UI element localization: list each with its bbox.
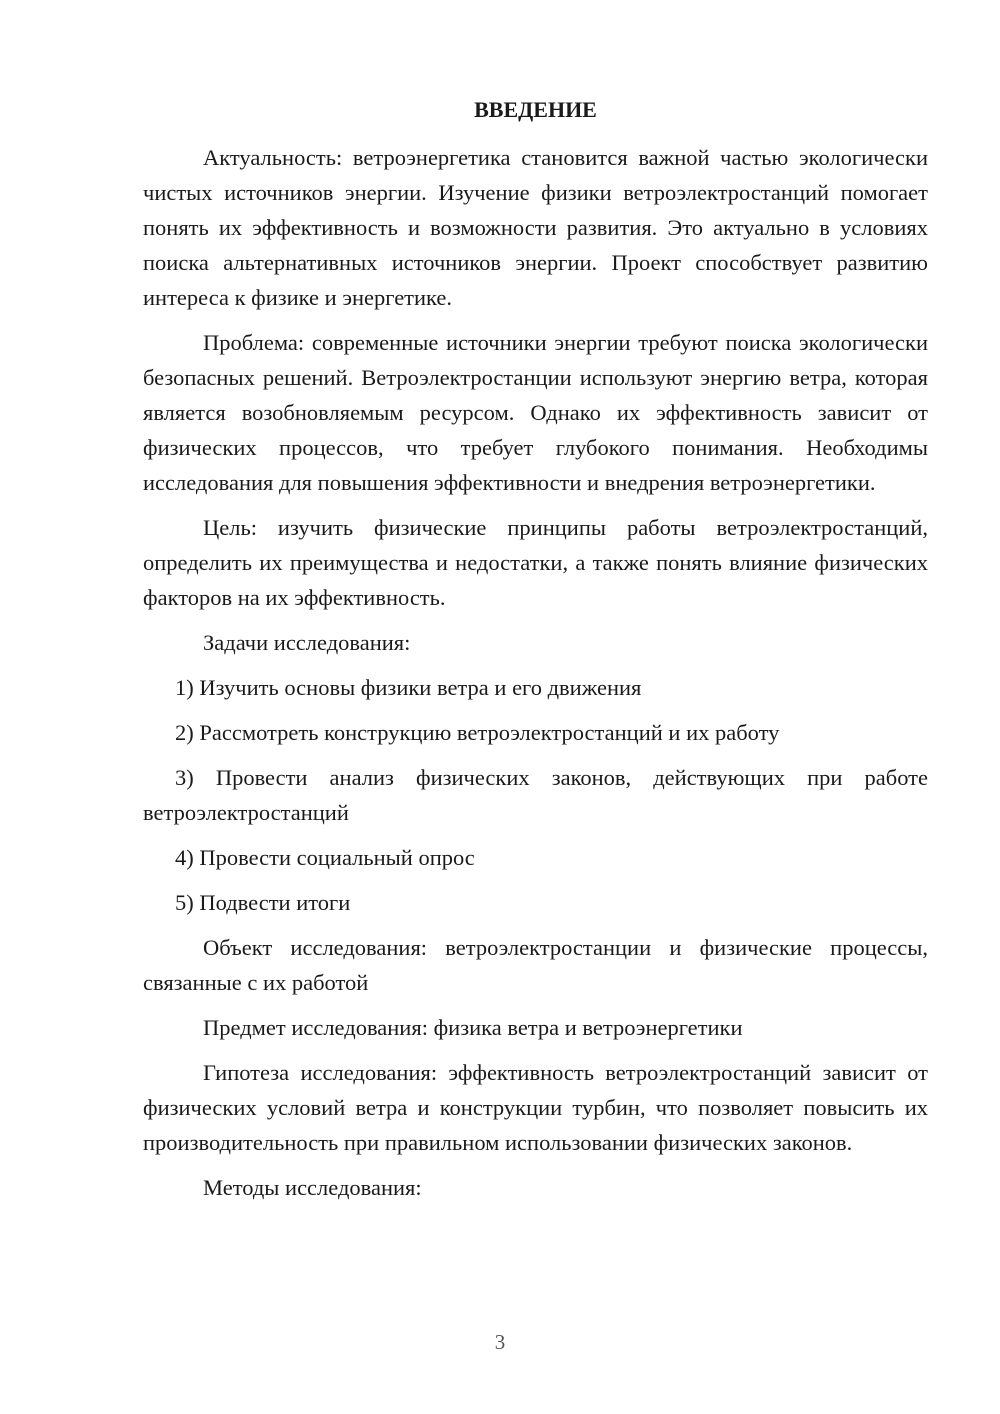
task-item-3: 3) Провести анализ физических законов, действующих при работе ветроэлектростанций	[143, 765, 928, 825]
task-item-5: 5) Подвести итоги	[175, 890, 351, 915]
page-number: 3	[494, 1330, 506, 1354]
research-object: Объект исследования: ветроэлектростанции и физические процессы, связанные с их работой	[143, 935, 928, 995]
section-title: ВВЕДЕНИЕ	[474, 97, 597, 122]
tasks-heading: Задачи исследования:	[203, 630, 411, 655]
task-item-1: 1) Изучить основы физики ветра и его движения	[175, 675, 642, 700]
research-hypothesis: Гипотеза исследования: эффективность ветроэлектростанций зависит от физических условий ветра и конструкции турбин, что позволяет повысить их производительность при правильном использовании физических законов.	[143, 1060, 928, 1155]
document-page	[143, 92, 928, 1205]
research-subject: Предмет исследования: физика ветра и ветроэнергетики	[203, 1015, 743, 1040]
task-item-4: 4) Провести социальный опрос	[175, 845, 475, 870]
problem-paragraph: Проблема: современные источники энергии требуют поиска экологически безопасных решений. Ветроэлектростанции используют энергию ветра, которая является возобновляемым ресурсом. Однако их эффективность зависит от физических процессов, что требует глубокого понимания. Необходимы исследования для повышения эффективности и внедрения ветроэнергетики.	[143, 330, 928, 495]
task-item-2: 2) Рассмотреть конструкцию ветроэлектростанций и их работу	[175, 720, 780, 745]
relevance-paragraph: Актуальность: ветроэнергетика становится важной частью экологически чистых источников энергии. Изучение физики ветроэлектростанций помогает понять их эффективность и возможности развития. Это актуально в условиях поиска альтернативных источников энергии. Проект способствует развитию интереса к физике и энергетике.	[143, 145, 928, 310]
goal-paragraph: Цель: изучить физические принципы работы ветроэлектростанций, определить их преимущества и недостатки, а также понять влияние физических факторов на их эффективность.	[143, 515, 928, 610]
research-methods: Методы исследования:	[203, 1175, 422, 1200]
